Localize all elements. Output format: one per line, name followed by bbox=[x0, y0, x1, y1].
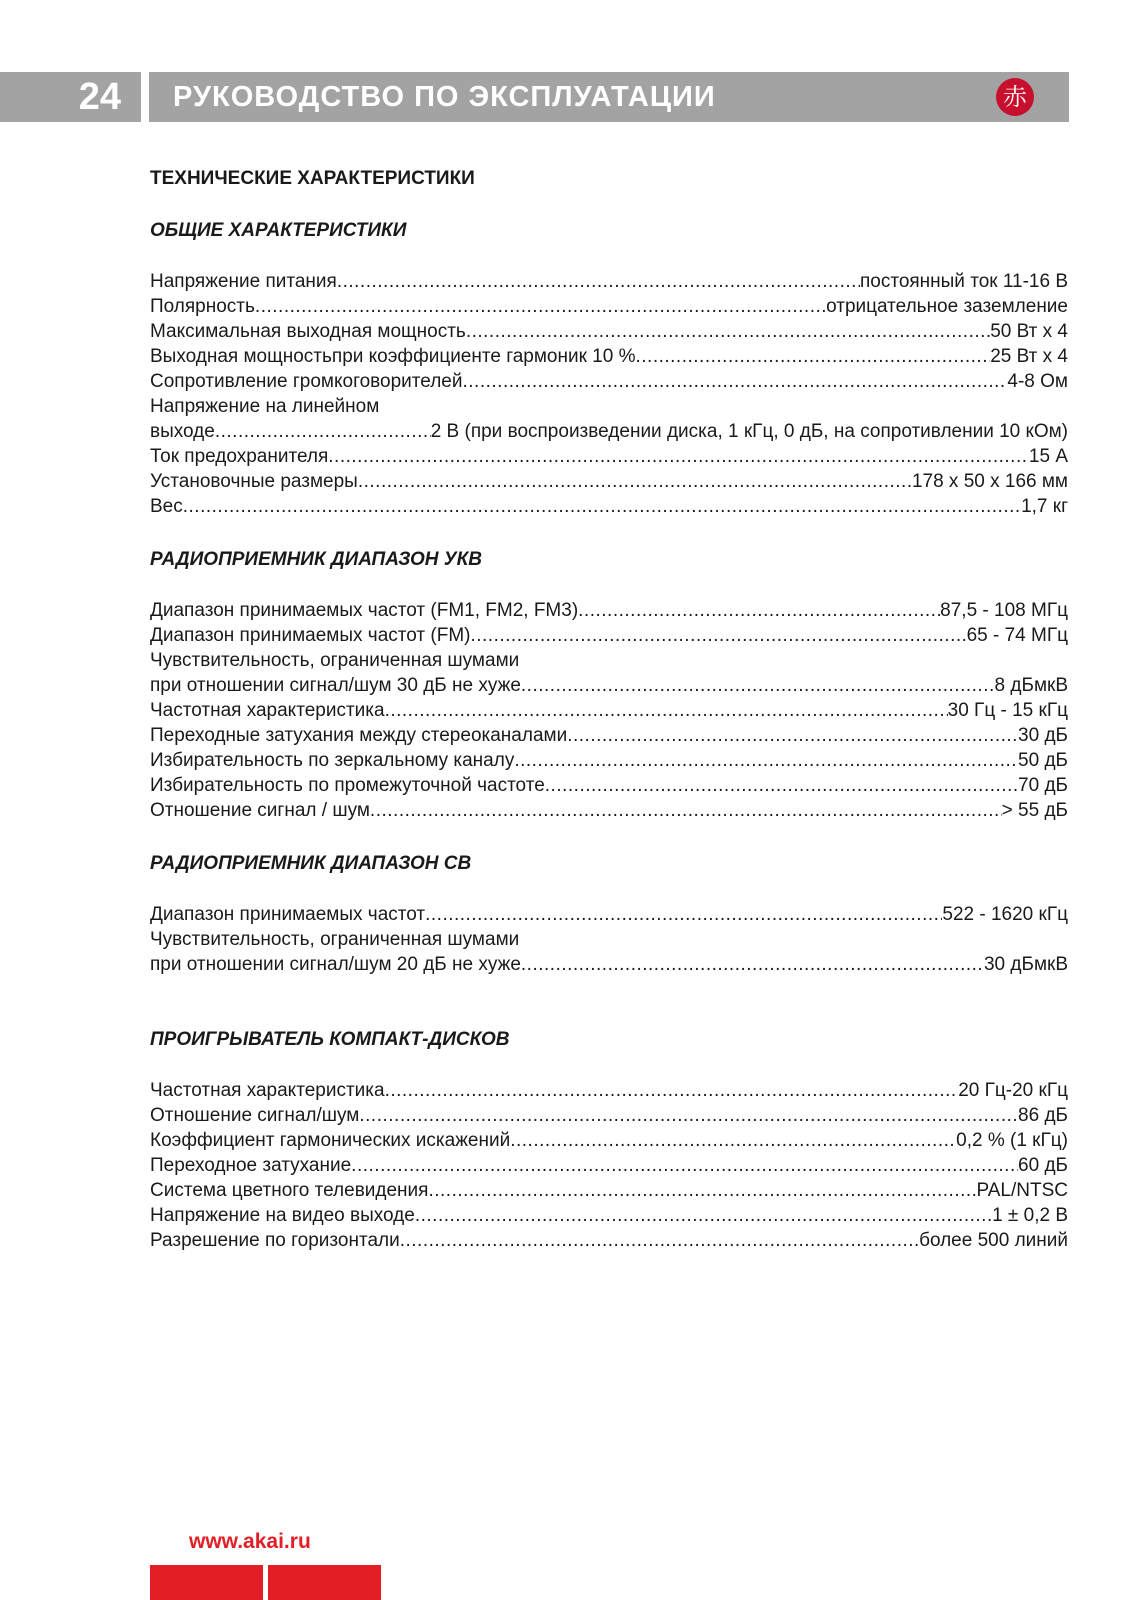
spec-label: Отношение сигнал / шум bbox=[150, 800, 370, 821]
spec-value: 87,5 - 108 МГц bbox=[940, 600, 1068, 621]
spec-label: Напряжение питания bbox=[150, 271, 337, 292]
spec-value: 522 - 1620 кГц bbox=[942, 904, 1068, 925]
spec-label: Диапазон принимаемых частот (FM) bbox=[150, 625, 471, 646]
dot-leader bbox=[514, 748, 1018, 773]
dot-leader bbox=[385, 1078, 959, 1103]
spec-row bbox=[150, 294, 1068, 319]
spec-label: Диапазон принимаемых частот (FM1, FM2, FM3) bbox=[150, 600, 579, 621]
spec-row bbox=[150, 1128, 1068, 1153]
spec-label: Чувствительность, ограниченная шумами bbox=[150, 929, 520, 950]
spec-value: отрицательное заземление bbox=[826, 296, 1068, 317]
spec-value: 86 дБ bbox=[1018, 1105, 1068, 1126]
spec-label: Переходное затухание bbox=[150, 1155, 352, 1176]
spec-value: 4-8 Ом bbox=[1007, 371, 1068, 392]
spec-list bbox=[150, 598, 1068, 823]
spec-row bbox=[150, 598, 1068, 623]
spec-label: Выходная мощностьпри коэффициенте гармоник 10 % bbox=[150, 346, 636, 367]
spec-row bbox=[150, 902, 1068, 927]
spec-label: Напряжение на линейном bbox=[150, 396, 380, 417]
spec-label: Отношение сигнал/шум bbox=[150, 1105, 360, 1126]
spec-row bbox=[150, 952, 1068, 977]
spec-label: Переходные затухания между стереоканалами bbox=[150, 725, 568, 746]
spec-list bbox=[150, 1078, 1068, 1253]
spec-row bbox=[150, 319, 1068, 344]
spec-value: 70 дБ bbox=[1018, 775, 1068, 796]
spec-row bbox=[150, 648, 1068, 673]
spec-row bbox=[150, 773, 1068, 798]
spec-value: 1 ± 0,2 В bbox=[992, 1205, 1068, 1226]
dot-leader bbox=[567, 723, 1018, 748]
spec-label: при отношении сигнал/шум 20 дБ не хуже bbox=[150, 954, 521, 975]
spec-row bbox=[150, 344, 1068, 369]
spec-label: Частотная характеристика bbox=[150, 1080, 385, 1101]
spec-value: 15 А bbox=[1028, 446, 1068, 467]
spec-label: Избирательность по промежуточной частоте bbox=[150, 775, 545, 796]
dot-leader bbox=[359, 1103, 1018, 1128]
spec-row bbox=[150, 1203, 1068, 1228]
spec-value: 0,2 % (1 кГц) bbox=[956, 1130, 1068, 1151]
dot-leader bbox=[463, 369, 1008, 394]
dot-leader bbox=[521, 673, 995, 698]
spec-row bbox=[150, 1103, 1068, 1128]
spec-value: постоянный ток 11-16 В bbox=[859, 271, 1068, 292]
spec-row bbox=[150, 1228, 1068, 1253]
spec-row bbox=[150, 1078, 1068, 1103]
spec-value: 30 Гц - 15 кГц bbox=[947, 700, 1068, 721]
spec-label: Избирательность по зеркальному каналу bbox=[150, 750, 515, 771]
spec-value: 60 дБ bbox=[1018, 1155, 1068, 1176]
spec-value: 8 дБмкВ bbox=[994, 675, 1068, 696]
spec-value: 30 дБмкВ bbox=[983, 954, 1068, 975]
spec-row bbox=[150, 419, 1068, 444]
spec-label: Система цветного телевидения bbox=[150, 1180, 429, 1201]
dot-leader bbox=[635, 344, 990, 369]
spec-row bbox=[150, 494, 1068, 519]
spec-value: 178 х 50 х 166 мм bbox=[911, 471, 1068, 492]
spec-value: 65 - 74 МГц bbox=[966, 625, 1068, 646]
spec-row bbox=[150, 927, 1068, 952]
document-title: ТЕХНИЧЕСКИЕ ХАРАКТЕРИСТИКИ bbox=[150, 168, 475, 189]
spec-row bbox=[150, 469, 1068, 494]
spec-label: Полярность bbox=[150, 296, 255, 317]
dot-leader bbox=[370, 798, 1002, 823]
spec-value: 20 Гц-20 кГц bbox=[958, 1080, 1068, 1101]
spec-row bbox=[150, 673, 1068, 698]
dot-leader bbox=[351, 1153, 1018, 1178]
spec-label: Установочные размеры bbox=[150, 471, 358, 492]
spec-label: выходе bbox=[150, 421, 215, 442]
akai-logo-icon: 赤 bbox=[996, 78, 1034, 116]
spec-row bbox=[150, 698, 1068, 723]
dot-leader bbox=[415, 1203, 992, 1228]
dot-leader bbox=[255, 294, 826, 319]
spec-row bbox=[150, 269, 1068, 294]
dot-leader bbox=[425, 902, 942, 927]
dot-leader bbox=[328, 444, 1029, 469]
spec-row bbox=[150, 723, 1068, 748]
dot-leader bbox=[470, 623, 966, 648]
dot-leader bbox=[400, 1228, 919, 1253]
footer-red-block-right bbox=[268, 1565, 381, 1600]
spec-row bbox=[150, 798, 1068, 823]
dot-leader bbox=[545, 773, 1018, 798]
spec-sections bbox=[150, 220, 1068, 1253]
spec-label: Разрешение по горизонтали bbox=[150, 1230, 400, 1251]
dot-leader bbox=[578, 598, 940, 623]
dot-leader bbox=[337, 269, 860, 294]
spec-label: Чувствительность, ограниченная шумами bbox=[150, 650, 520, 671]
spec-label: Диапазон принимаемых частот bbox=[150, 904, 426, 925]
website-link[interactable]: www.akai.ru bbox=[189, 1530, 311, 1553]
spec-row bbox=[150, 369, 1068, 394]
spec-row bbox=[150, 623, 1068, 648]
spec-row bbox=[150, 1153, 1068, 1178]
spec-label: Максимальная выходная мощность bbox=[150, 321, 466, 342]
section-title: ПРОИГРЫВАТЕЛЬ КОМПАКТ-ДИСКОВ bbox=[150, 1029, 510, 1050]
spec-value: 30 дБ bbox=[1018, 725, 1068, 746]
spec-list bbox=[150, 269, 1068, 519]
spec-value: 2 В (при воспроизведении диска, 1 кГц, 0 дБ, на сопротивлении 10 кОм) bbox=[430, 421, 1068, 442]
dot-leader bbox=[510, 1128, 956, 1153]
spec-row bbox=[150, 748, 1068, 773]
spec-value: 50 Вт х 4 bbox=[990, 321, 1068, 342]
spec-list bbox=[150, 902, 1068, 977]
dot-leader bbox=[183, 494, 1021, 519]
spec-value: PAL/NTSC bbox=[976, 1180, 1068, 1201]
dot-leader bbox=[358, 469, 912, 494]
spec-content bbox=[150, 168, 1068, 1283]
spec-row bbox=[150, 394, 1068, 419]
spec-label: Напряжение на видео выходе bbox=[150, 1205, 415, 1226]
spec-value: > 55 дБ bbox=[1001, 800, 1068, 821]
section-title: РАДИОПРИЕМНИК ДИАПАЗОН УКВ bbox=[150, 549, 482, 570]
dot-leader bbox=[215, 419, 431, 444]
spec-value: более 500 линий bbox=[919, 1230, 1068, 1251]
section-title: ОБЩИЕ ХАРАКТЕРИСТИКИ bbox=[150, 220, 407, 241]
spec-row bbox=[150, 444, 1068, 469]
spec-label: Частотная характеристика bbox=[150, 700, 385, 721]
footer-red-block-left bbox=[150, 1565, 263, 1600]
spec-value: 50 дБ bbox=[1018, 750, 1068, 771]
page-header-title: РУКОВОДСТВО ПО ЭКСПЛУАТАЦИИ bbox=[149, 72, 1069, 122]
dot-leader bbox=[466, 319, 990, 344]
spec-label: Вес bbox=[150, 496, 183, 517]
dot-leader bbox=[521, 952, 984, 977]
spec-label: Коэффициент гармонических искажений bbox=[150, 1130, 511, 1151]
dot-leader bbox=[428, 1178, 976, 1203]
spec-value: 1,7 кг bbox=[1021, 496, 1068, 517]
page-number: 24 bbox=[0, 72, 141, 122]
dot-leader bbox=[385, 698, 948, 723]
spec-label: Ток предохранителя bbox=[150, 446, 329, 467]
spec-label: Сопротивление громкоговорителей bbox=[150, 371, 463, 392]
section-title: РАДИОПРИЕМНИК ДИАПАЗОН СВ bbox=[150, 853, 472, 874]
spec-row bbox=[150, 1178, 1068, 1203]
spec-label: при отношении сигнал/шум 30 дБ не хуже bbox=[150, 675, 521, 696]
spec-value: 25 Вт х 4 bbox=[990, 346, 1068, 367]
